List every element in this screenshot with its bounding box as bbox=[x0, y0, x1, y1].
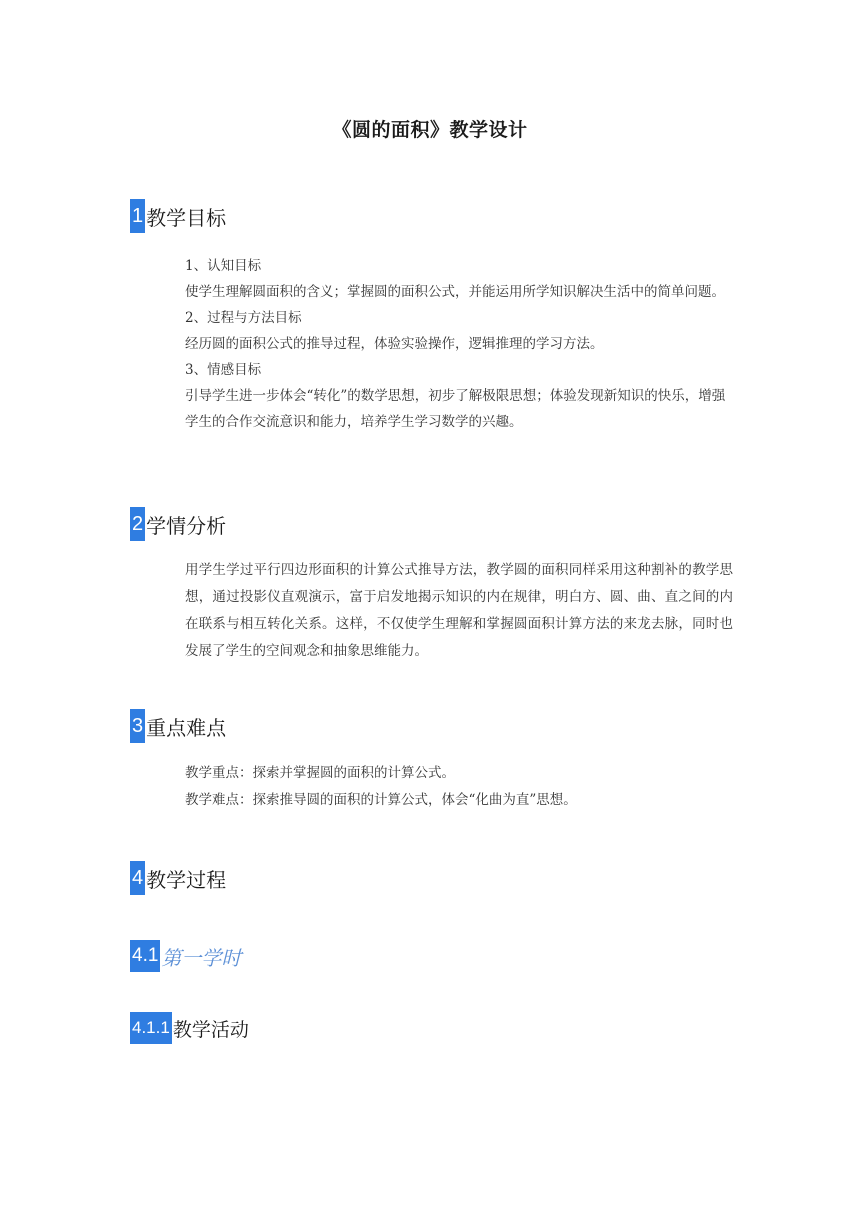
section-number: 3 bbox=[130, 709, 145, 743]
subsubsection-number: 4.1.1 bbox=[130, 1012, 172, 1044]
text-line: 经历圆的面积公式的推导过程，体验实验操作，逻辑推理的学习方法。 bbox=[185, 336, 604, 352]
subsubsection-heading-activities bbox=[130, 1011, 249, 1045]
text-line: 2、过程与方法目标 bbox=[185, 310, 302, 326]
text-line: 教学重点：探索并掌握圆的面积的计算公式。 bbox=[185, 765, 455, 781]
key-points-content bbox=[185, 760, 733, 814]
section-title: 学情分析 bbox=[146, 513, 227, 538]
text-paragraph: 用学生学过平行四边形面积的计算公式推导方法，教学圆的面积同样采用这种割补的教学思想，通过投影仪直观演示，富于启发地揭示知识的内在规律，明白方、圆、曲、直之间的内在联系与相互转化关系。这样，不仅使学生理解和掌握圆面积计算方法的来龙去脉，同时也发展了学生的空间观念和抽象思维能力。 bbox=[185, 562, 733, 659]
text-line: 1、认知目标 bbox=[185, 258, 262, 274]
section-title: 重点难点 bbox=[146, 715, 227, 740]
text-line: 3、情感目标 bbox=[185, 362, 262, 378]
text-line: 使学生理解圆面积的含义；掌握圆的面积公式，并能运用所学知识解决生活中的简单问题。 bbox=[185, 284, 725, 300]
section-title: 教学过程 bbox=[146, 867, 227, 892]
subsection-title: 第一学时 bbox=[161, 945, 242, 970]
text-line: 教学难点：探索推导圆的面积的计算公式，体会“化曲为直”思想。 bbox=[185, 792, 577, 808]
section-number: 2 bbox=[130, 507, 145, 541]
analysis-content bbox=[185, 557, 733, 665]
subsubsection-title: 教学活动 bbox=[172, 1018, 249, 1041]
subsection-heading-first-period bbox=[130, 939, 241, 973]
section-number: 1 bbox=[130, 199, 145, 233]
section-heading-analysis bbox=[130, 507, 226, 541]
section-number: 4 bbox=[130, 861, 145, 895]
text-line: 引导学生进一步体会“转化”的数学思想，初步了解极限思想；体验发现新知识的快乐，增强学生的合作交流意识和能力，培养学生学习数学的兴趣。 bbox=[185, 388, 726, 430]
section-heading-process bbox=[130, 861, 226, 895]
objectives-content bbox=[185, 253, 733, 435]
section-heading-objectives bbox=[130, 199, 226, 233]
subsection-number: 4.1 bbox=[130, 940, 160, 972]
section-title: 教学目标 bbox=[146, 205, 227, 230]
document-title: 《圆的面积》教学设计 bbox=[332, 119, 528, 141]
section-heading-key-points bbox=[130, 709, 226, 743]
